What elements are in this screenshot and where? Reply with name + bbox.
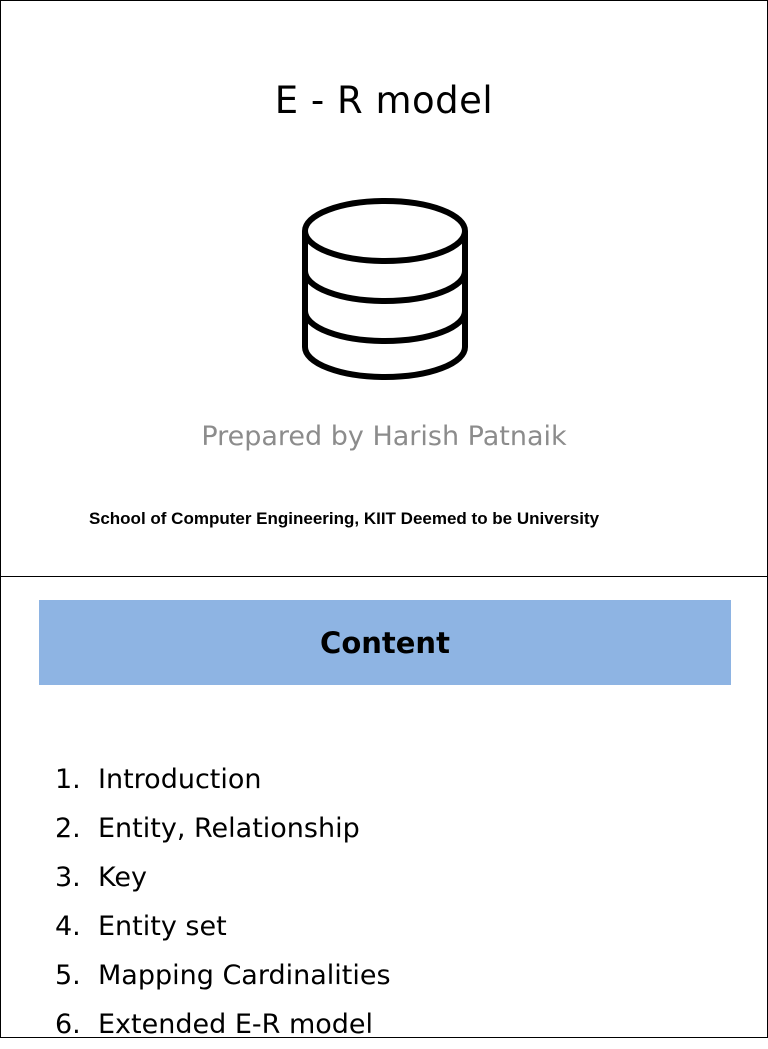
content-banner bbox=[39, 600, 731, 685]
toc-item-number: 4. bbox=[55, 911, 81, 942]
toc-item-number: 3. bbox=[55, 862, 81, 893]
toc-item bbox=[55, 902, 391, 951]
slide-title: E - R model bbox=[274, 79, 494, 122]
toc-list bbox=[55, 755, 391, 1049]
toc-item-label: Entity set bbox=[98, 911, 227, 942]
toc-item-label: Entity, Relationship bbox=[98, 813, 360, 844]
school-line: School of Computer Engineering, KIIT Deemed to be University bbox=[89, 509, 600, 528]
toc-item bbox=[55, 1000, 391, 1049]
toc-item bbox=[55, 853, 391, 902]
database-icon bbox=[301, 197, 469, 383]
toc-item-number: 6. bbox=[55, 1009, 81, 1040]
toc-item-label: Key bbox=[98, 862, 147, 893]
toc-item-label: Introduction bbox=[98, 764, 262, 795]
toc-item bbox=[55, 804, 391, 853]
author-line: Prepared by Harish Patnaik bbox=[201, 421, 567, 452]
toc-item-number: 5. bbox=[55, 960, 81, 991]
content-slide bbox=[0, 576, 768, 1038]
toc-item bbox=[55, 755, 391, 804]
toc-item-number: 1. bbox=[55, 764, 81, 795]
toc-item-label: Extended E-R model bbox=[98, 1009, 374, 1040]
toc-item-label: Mapping Cardinalities bbox=[98, 960, 391, 991]
toc-item bbox=[55, 951, 391, 1000]
content-heading: Content bbox=[320, 625, 450, 660]
toc-item-number: 2. bbox=[55, 813, 81, 844]
